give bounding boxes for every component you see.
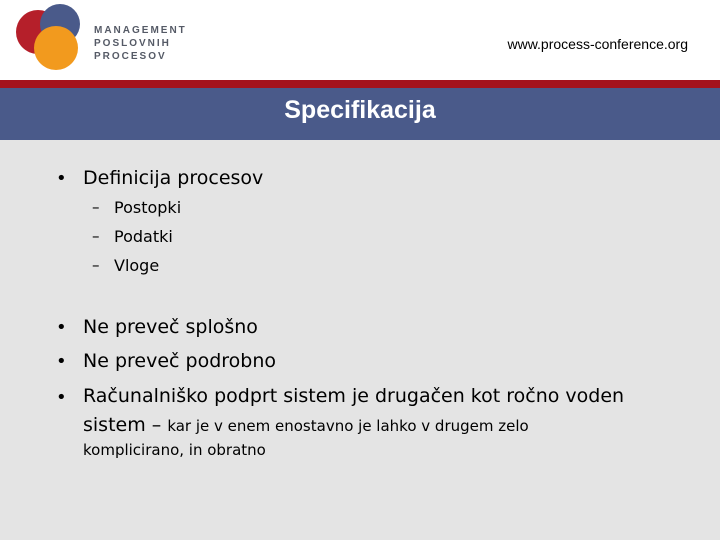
subitem-3: Vloge bbox=[114, 256, 160, 275]
subitem-1: Postopki bbox=[114, 198, 182, 217]
bullet-icon: • bbox=[56, 351, 67, 372]
accent-divider bbox=[0, 80, 720, 88]
bullet-item-4-note-line2: komplicirano, in obratno bbox=[83, 441, 266, 459]
slide-body bbox=[0, 140, 720, 540]
dash-icon: – bbox=[92, 227, 100, 245]
bullet-item-4: Računalniško podprt sistem je drugačen kot ročno voden bbox=[83, 385, 625, 407]
logo-line-3: PROCESOV bbox=[94, 51, 167, 62]
subitem-2: Podatki bbox=[114, 227, 173, 246]
logo-wordmark bbox=[94, 24, 187, 63]
slide-title: Specifikacija bbox=[284, 96, 436, 124]
bullet-item-4-continuation: sistem – bbox=[83, 414, 162, 436]
conference-url[interactable]: www.process-conference.org bbox=[507, 36, 688, 52]
bullet-item-4-note: kar je v enem enostavno je lahko v drugem zelo bbox=[167, 417, 529, 435]
conference-logo-icon bbox=[12, 2, 86, 74]
bullet-item-2: Ne preveč splošno bbox=[83, 316, 258, 338]
dash-icon: – bbox=[92, 198, 100, 216]
bullet-item-1: Definicija procesov bbox=[83, 167, 264, 189]
logo-line-1: MANAGEMENT bbox=[94, 25, 187, 36]
bullet-icon: • bbox=[56, 168, 67, 189]
bullet-icon: • bbox=[56, 387, 67, 408]
slide-header bbox=[0, 0, 720, 80]
bullet-item-4-line2 bbox=[83, 414, 529, 436]
logo-line-2: POSLOVNIH bbox=[94, 38, 171, 49]
bullet-icon: • bbox=[56, 317, 67, 338]
bullet-item-3: Ne preveč podrobno bbox=[83, 350, 276, 372]
dash-icon: – bbox=[92, 256, 100, 274]
